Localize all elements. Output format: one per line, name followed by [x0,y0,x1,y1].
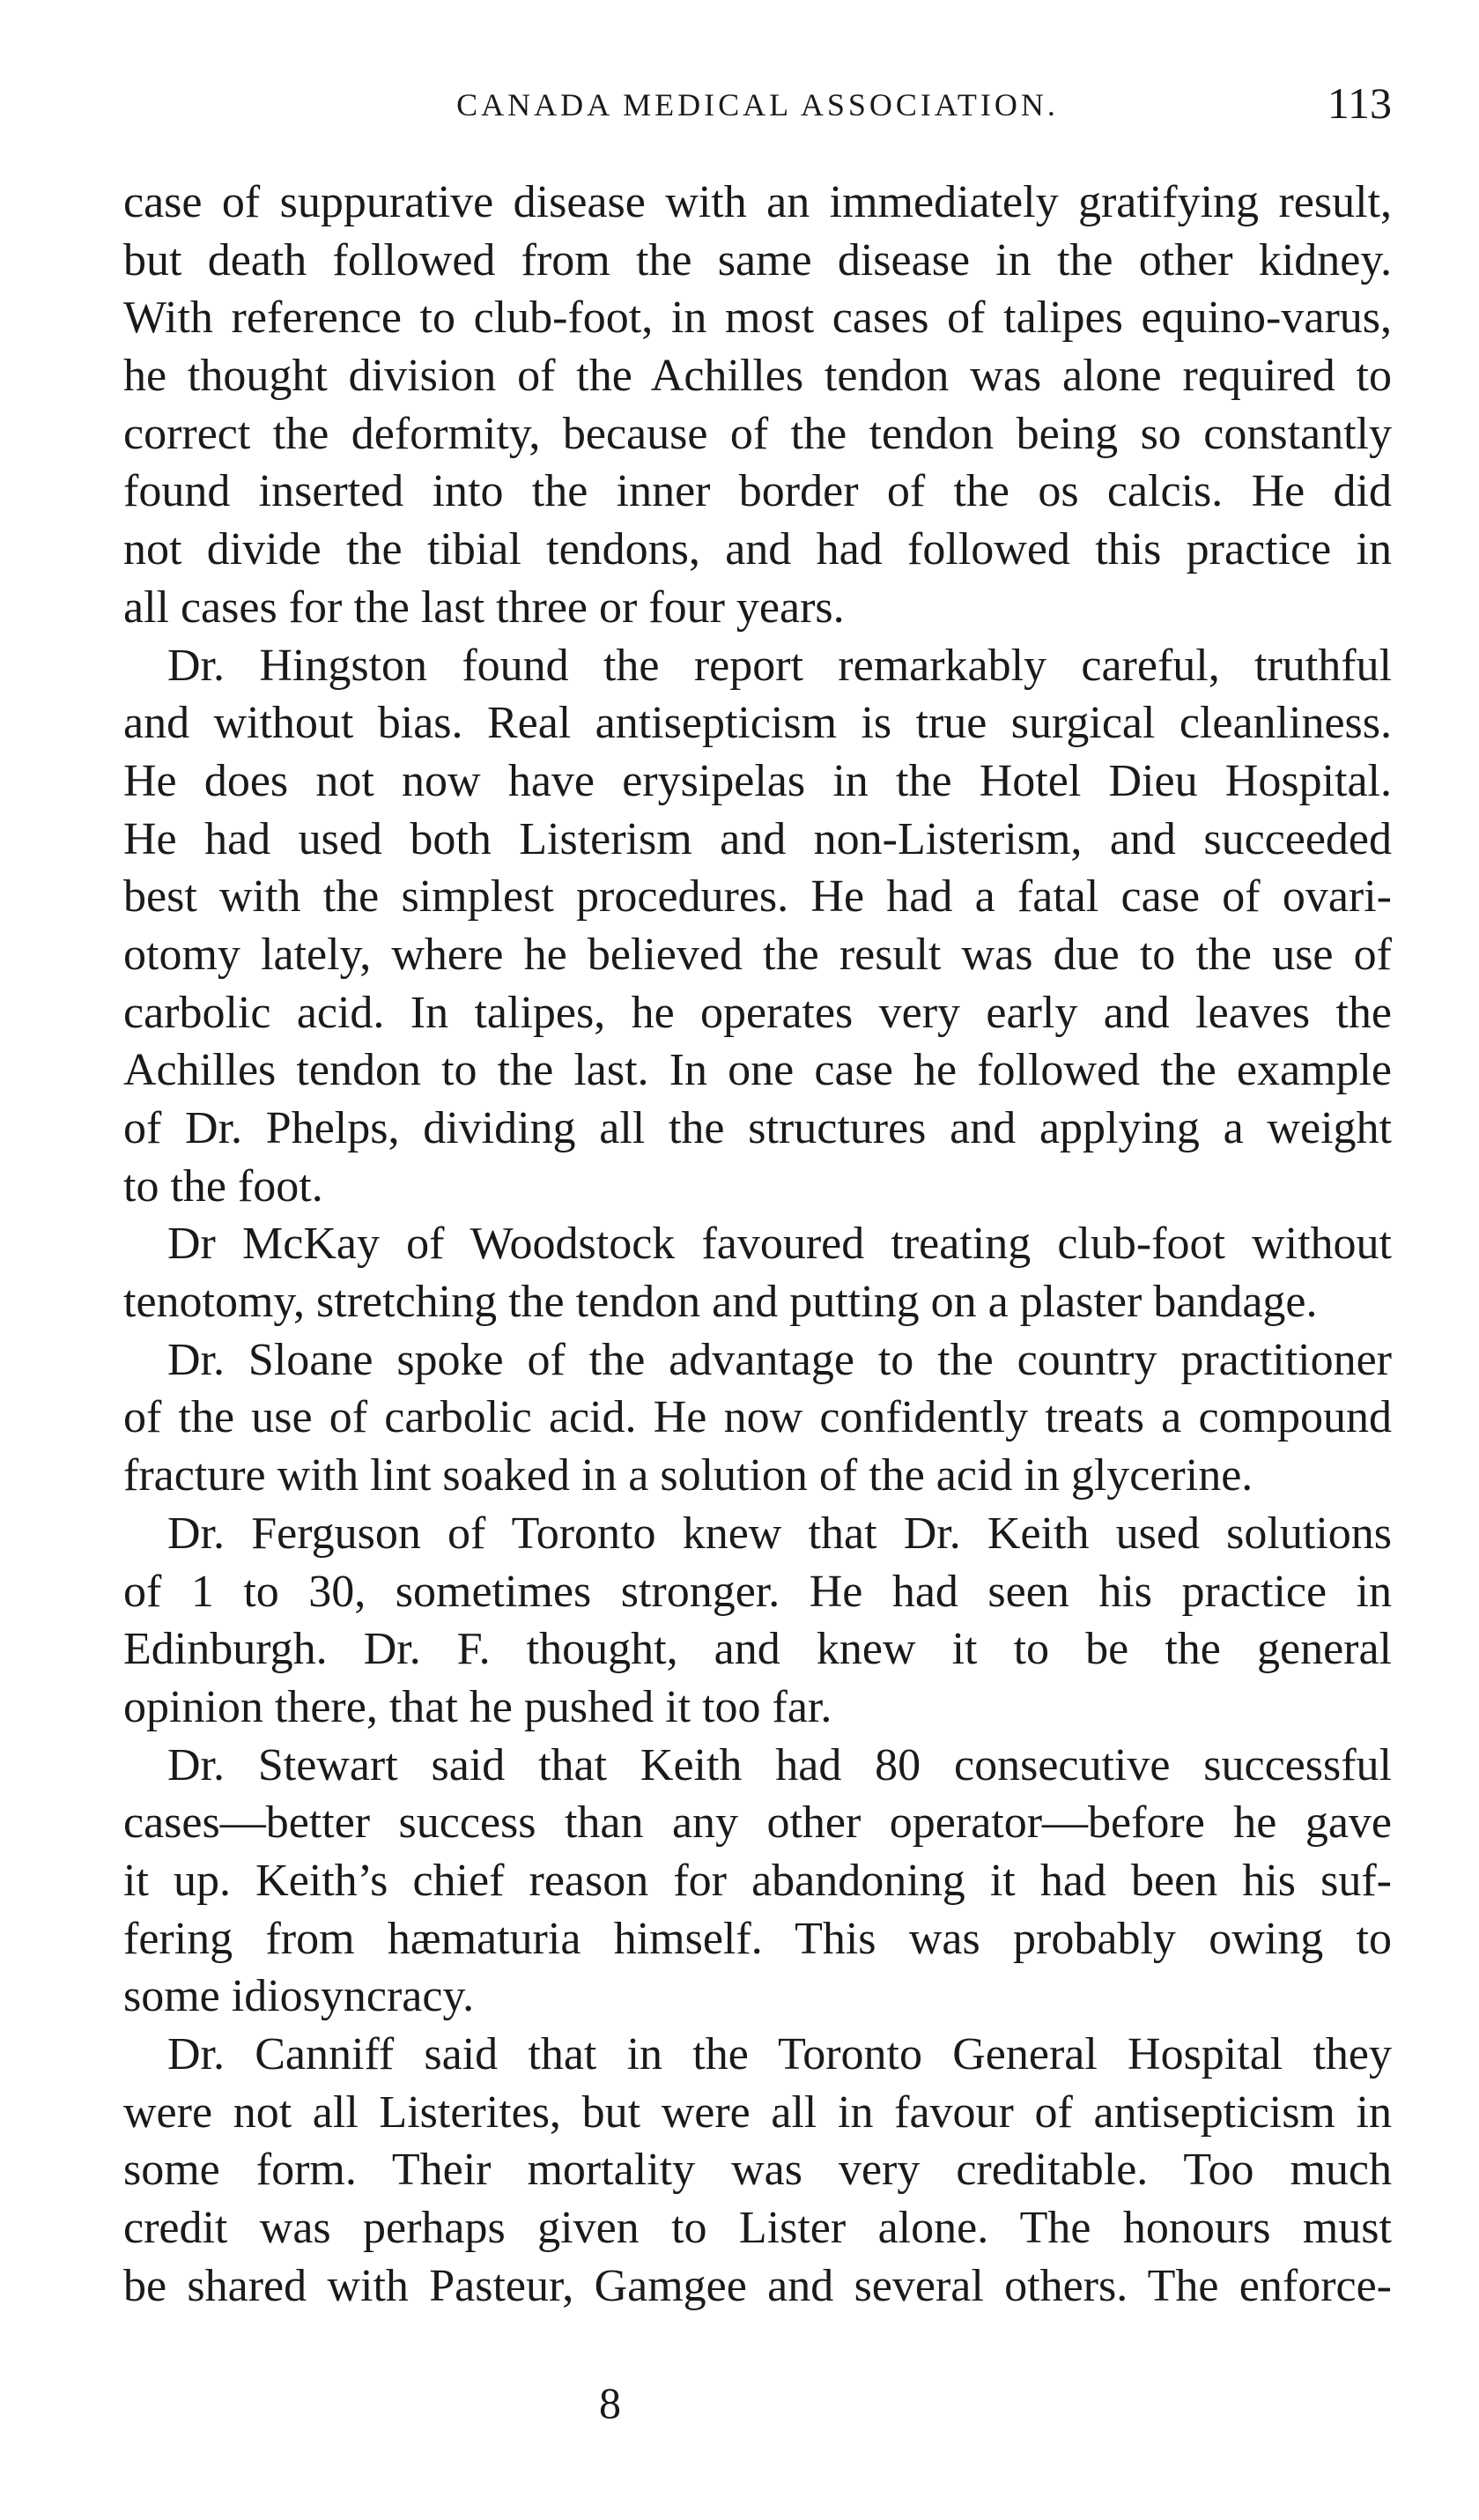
text-line: not divide the tibial tendons, and had followed this practice in [123,524,1392,575]
text-line: some form. Their mortality was very creditable. Too much [123,2145,1392,2196]
page-number: 113 [1327,78,1392,128]
text-line: but death followed from the same disease in the other kidney. [123,234,1392,285]
text-line: carbolic acid. In talipes, he operates very early and leaves the [123,987,1392,1038]
text-line: be shared with Pasteur, Gamgee and several others. The enforce- [123,2260,1392,2311]
text-line: Dr. Canniff said that in the Toronto General Hospital they [167,2029,1392,2079]
text-line: were not all Listerites, but were all in favour of antisepticism in [123,2086,1392,2138]
text-line: case of suppurative disease with an immediately gratifying result, [123,177,1392,227]
text-line: fracture with lint soaked in a solution of the acid in glycerine. [123,1450,1253,1501]
page-header [123,78,1392,139]
text-line: of the use of carbolic acid. He now confidently treats a compound [123,1392,1392,1443]
text-line: found inserted into the inner border of the os calcis. He did [123,466,1392,517]
text-line: it up. Keith’s chief reason for abandoning it had been his suf- [123,1855,1392,1906]
text-line: tenotomy, stretching the tendon and putting on a plaster bandage. [123,1277,1318,1328]
text-line: Dr. Sloane spoke of the advantage to the country practitioner [167,1334,1392,1385]
signature-mark: 8 [599,2378,621,2427]
text-line: and without bias. Real antisepticism is true surgical cleanliness. [123,698,1392,749]
text-line: Edinburgh. Dr. F. thought, and knew it to be the general [123,1624,1392,1675]
text-line: credit was perhaps given to Lister alone. The honours must [123,2203,1392,2254]
text-line: otomy lately, where he believed the result was due to the use of [123,929,1392,980]
text-line: correct the deformity, because of the tendon being so constantly [123,408,1392,459]
text-line: of 1 to 30, sometimes stronger. He had seen his practice in [123,1566,1392,1617]
body-text [123,174,1392,2315]
text-line: opinion there, that he pushed it too far. [123,1681,832,1732]
text-line: cases—better success than any other operator—before he gave [123,1797,1392,1849]
text-line: best with the simplest procedures. He had a fatal case of ovari- [123,871,1392,923]
text-line: With reference to club-foot, in most cases of talipes equino-varus, [123,293,1392,344]
text-line: He does not now have erysipelas in the Hotel Dieu Hospital. [123,755,1392,806]
text-line: fering from hæmaturia himself. This was probably owing to [123,1913,1392,1964]
text-line: some idiosyncracy. [123,1971,475,2022]
text-line: to the foot. [123,1160,323,1212]
text-line: Dr. Ferguson of Toronto knew that Dr. Keith used solutions [167,1508,1392,1559]
text-line: Achilles tendon to the last. In one case he followed the example [123,1045,1392,1096]
text-line: all cases for the last three or four years. [123,582,845,633]
text-line: he thought division of the Achilles tendon was alone required to [123,351,1392,402]
text-line: Dr. Stewart said that Keith had 80 consecutive successful [167,1739,1392,1790]
text-line: Dr McKay of Woodstock favoured treating club-foot without [167,1219,1392,1270]
text-line: He had used both Listerism and non-Listerism, and succeeded [123,813,1392,864]
text-line: Dr. Hingston found the report remarkably careful, truthful [167,640,1392,691]
running-head: CANADA MEDICAL ASSOCIATION. [456,87,1059,122]
text-line: of Dr. Phelps, dividing all the structures and applying a weight [123,1103,1392,1153]
